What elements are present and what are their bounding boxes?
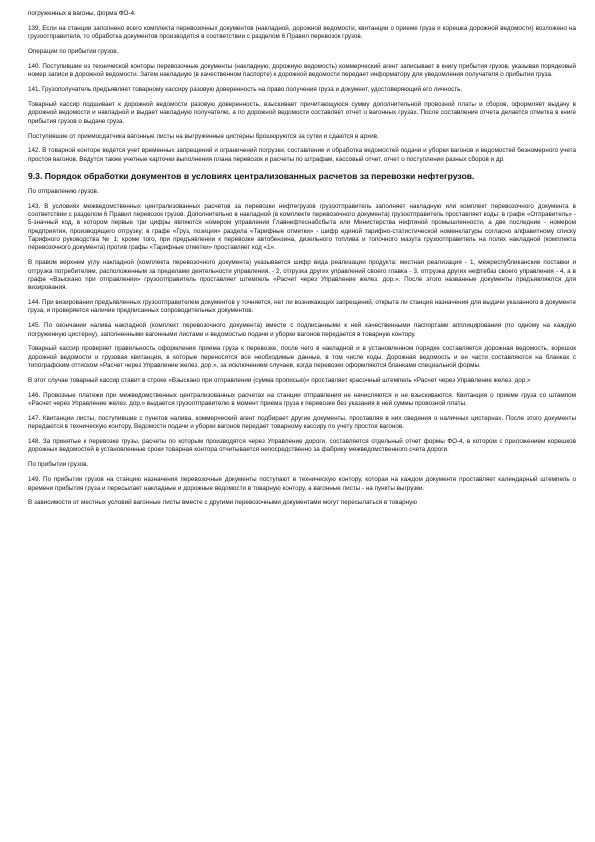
paragraph: 147. Квитанции листы, поступившие с пунктов налива, коммерческий агент подбирает другие документы, проставляя в них сведения о наличных цистернах. После этого документы передаются в техническую контору. Ведомости подачи и уборки вагонов передает товарному кассиру по учету простоя вагонов. bbox=[28, 414, 576, 431]
section-heading: 9.3. Порядок обработки документов в условиях централизованных расчетов за перевозки нефтегрузов. bbox=[28, 170, 475, 181]
document-page bbox=[28, 10, 576, 514]
paragraph: Товарный кассир подшивает к дорожной ведомости разовую доверенность, взыскивает причитающуюся сумму дополнительной провозной платы и сборов, оформляет выдачу в дорожной ведомости и накладной и выдает накладную получателю, а по дорожной ведомости составляет отчет о вагонных грузах. После составления отчета делается отметка в книге прибытия грузов о выдаче груза. bbox=[28, 101, 576, 125]
paragraph: 142. В товарной конторе ведется учет временных запрещений и ограничений погрузки, составление и обработка ведомостей подачи и уборки вагонов и ведомостей безномерного учета простоя вагонов. Ведутся также учетные карточки выполнения плана перевозок и расчеты по штрафам, кассовый отчет, отчет о поступлении разных сборов и др. bbox=[28, 147, 576, 163]
subheading: По прибытии грузов. bbox=[28, 461, 89, 469]
paragraph: 146. Провозные платежи при межведомственных централизованных расчетах на станции отправления не начисляются и не взыскиваются. Квитанция о приеме груза со штампом «Расчет через Управление желез. дор.» выдается грузоотправителю в момент приема груза к перевозке без указания в ней суммы провозной платы. bbox=[28, 391, 576, 408]
paragraph: В этот случае товарный кассир ставит в строке «Взыскано при отправлении (сумма прописью)» проставляет красочный штемпель «Расчет через Управление желез. дор.» bbox=[28, 376, 531, 384]
paragraph: 144. При визировании предъявленных грузоотправителем документов у точняется, нет ли возникающих запрещений, открыта ли станция назначения для выдачи указанного в документе груза, и проверяется наличие предписанных сопроводительных документов. bbox=[28, 299, 576, 315]
subheading: Операции по прибытии грузов. bbox=[28, 48, 119, 56]
paragraph: Товарный кассир проверяет правильность оформления приема груза к перевозке, после чего в накладной и в установленном порядке составляется дорожная ведомость, корешок дорожной ведомости и грузовая квитанция, в которые переносятся все необходимые данные, в том числе коды. Дорожная ведомость и ее части составляются на бланках с типографским оттиском «Расчет через Управление желез. дор.», за исключением случаев, когда перевозки оформляются бланками специальной формы. bbox=[28, 345, 576, 370]
paragraph: В правом верхнем углу накладной (комплекта перевозочного документа) указывается шифр вида реализации продукта: местная реализация - 1, межреспубликанские поставки и отгрузка потребителям, расположенным за пределами деятельности управления, - 2, отгрузка других управлений своего главка - 3, отгрузка других нефтебаз своего управления - 4, а в графе «Взыскано при отправлении» грузоотправитель проставляет штемпель «Расчет через Управление желез. дор.». После этого названные документы предъявляются для визирования. bbox=[28, 259, 576, 292]
paragraph: 141. Грузополучатель предъявляет товарному кассиру разовую доверенность на право получения груза и документ, удостоверяющий его личность. bbox=[28, 86, 463, 94]
subheading: По отправлению грузов. bbox=[28, 188, 99, 195]
paragraph: 139. Если на станции заполнено всего комплекта перевозочных документов (накладной, дорожной ведомости, квитанции о приеме груза и корешка дорожной ведомости) возложено на грузоотправителя, то обработка документов производится в соответствии с разделом 6 Правил перевозок грузов. bbox=[28, 24, 576, 41]
paragraph: погруженных в вагоны, форма ФО-4. bbox=[28, 10, 136, 17]
paragraph: В зависимости от местных условий вагонные листы вместе с другими перевозочными документами могут пересылаться в товарную bbox=[28, 499, 417, 507]
paragraph: 140. Поступившие из технической конторы перевозочные документы (накладную, дорожную ведомость) коммерческий агент записывает в книгу прибытия грузов, указывая порядковый номер записи в дорожной ведомости. Затем накладную (в качественном паспорте) к дорожной ведомости передает информатору для уведомления получателя о прибытии груза. bbox=[28, 62, 576, 79]
paragraph: 148. За принятые к перевозке грузы, расчеты по которым производятся через Управление дороги, составляется отдельный отчет формы ФО-4, в котором с приложением корешков дорожных ведомостей в установленные сроки товарная контора отчитывается непосредственно за фабрику межведомственного счета дороги. bbox=[28, 438, 576, 454]
paragraph: Поступившие от приемосдатчика вагонные листы на выгруженные цистерны брошюруются за сутки и сдаются в архив. bbox=[28, 132, 379, 140]
paragraph: 145. По окончании налива накладной (комплект перевозочного документа) вместе с подписанными к ней качественными паспортами апплицирования (по одному на каждую погруженную цистерну), заполненными вагонными листами и ведомостью подачи и уборки вагонов передается в товарную контору. bbox=[28, 322, 576, 338]
paragraph: 143. В условиях межведомственных централизованных расчетов за перевозки нефтегрузов грузоотправитель заполняет накладную или комплект перевозочного документа в соответствии с разделом 6 Правил перевозок грузов. Дополнительно в накладной (в комплекте перевозочного документа) грузоотправитель проставляет коды: в графе «Отправитель» - 5-значный код, в котором первые три цифры являются номером управления Главнефтеснабсбыта или Министерства нефтяной промышленности, а две последние - номером предприятия, производящего отгрузку; в графе «Груз, позиция» раздела «Тарифные отметки» - шифр единой тарифно-статистической номенклатуры согласно алфавитному списку Тарифного руководства № 1; кроме того, при предъявлении к перевозке автобензина, дизельного топлива и топочного мазута грузоотправитель на полях накладной (комплекта перевозочного документа) против графы «Тарифные отметки» проставляет код «1». bbox=[28, 202, 576, 252]
paragraph: 149. По прибытии грузов на станцию назначения перевозочные документы поступают в техническую контору, которая на каждом документе проставляет календарный штемпель о времени прибытия груза и пересылает накладные и дорожные ведомости в товарную контору, а вагонные листы - на пункты выгрузки. bbox=[28, 476, 576, 492]
